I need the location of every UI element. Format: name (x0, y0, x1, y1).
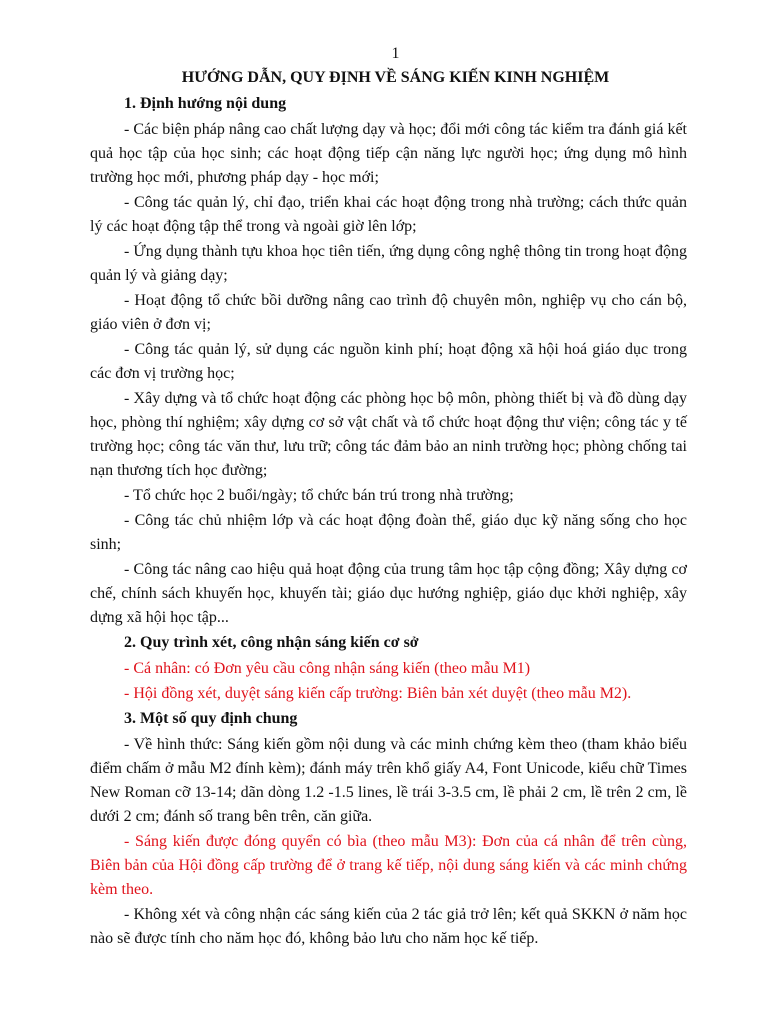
section-1-heading: 1. Định hướng nội dung (124, 95, 287, 112)
section-1-item: - Xây dựng và tổ chức hoạt động các phòng học bộ môn, phòng thiết bị và đồ dùng dạy học, phòng thí nghiệm; xây dựng cơ sở vật chất và tổ chức hoạt động thư viện; công tác y tế trường học; công tác văn thư, lưu trữ; công tác đảm bảo an ninh trường học; phòng chống tai nạn thương tích học đường; (90, 390, 687, 479)
section-1-item: - Tổ chức học 2 buổi/ngày; tổ chức bán trú trong nhà trường; (124, 487, 514, 504)
section-2-item-red: - Hội đồng xét, duyệt sáng kiến cấp trường: Biên bản xét duyệt (theo mẫu M2). (124, 685, 632, 702)
document-page (90, 44, 687, 952)
page-number: 1 (391, 45, 400, 62)
section-1-item: - Công tác quản lý, chỉ đạo, triển khai các hoạt động trong nhà trường; cách thức quản lý các hoạt động tập thể trong và ngoài giờ lên lớp; (90, 194, 687, 235)
section-1-item: - Công tác chủ nhiệm lớp và các hoạt động đoàn thể, giáo dục kỹ năng sống cho học sinh; (90, 512, 687, 553)
section-1-item: - Hoạt động tổ chức bồi dưỡng nâng cao trình độ chuyên môn, nghiệp vụ cho cán bộ, giáo viên ở đơn vị; (90, 292, 687, 333)
section-3-item: - Về hình thức: Sáng kiến gồm nội dung và các minh chứng kèm theo (tham khảo biểu điểm chấm ở mẫu M2 đính kèm); đánh máy trên khổ giấy A4, Font Unicode, kiểu chữ Times New Roman cỡ 13-14; dãn dòng 1.2 -1.5 lines, lề trái 3-3.5 cm, lề phải 2 cm, lề trên 2 cm, lề dưới 2 cm; đánh số trang bên trên, căn giữa. (90, 736, 687, 825)
section-3-item: - Không xét và công nhận các sáng kiến của 2 tác giả trở lên; kết quả SKKN ở năm học nào sẽ được tính cho năm học đó, không bảo lưu cho năm học kế tiếp. (90, 906, 687, 947)
document-title: HƯỚNG DẪN, QUY ĐỊNH VỀ SÁNG KIẾN KINH NGHIỆM (181, 69, 610, 86)
section-2-item-red: - Cá nhân: có Đơn yêu cầu công nhận sáng kiến (theo mẫu M1) (124, 660, 531, 677)
section-3-item-red: - Sáng kiến được đóng quyển có bìa (theo mẫu M3): Đơn của cá nhân để trên cùng, Biên bản của Hội đồng cấp trường để ở trang kế tiếp, nội dung sáng kiến và các minh chứng kèm theo. (90, 833, 687, 898)
section-2-heading: 2. Quy trình xét, công nhận sáng kiến cơ sở (124, 634, 419, 651)
section-1-item: - Ứng dụng thành tựu khoa học tiên tiến, ứng dụng công nghệ thông tin trong hoạt động quản lý và giảng dạy; (90, 243, 687, 284)
section-1-item: - Các biện pháp nâng cao chất lượng dạy và học; đổi mới công tác kiểm tra đánh giá kết quả học tập của học sinh; các hoạt động tiếp cận năng lực người học; ứng dụng mô hình trường học mới, phương pháp dạy - học mới; (90, 121, 687, 186)
section-3-heading: 3. Một số quy định chung (124, 710, 298, 727)
section-1-item: - Công tác quản lý, sử dụng các nguồn kinh phí; hoạt động xã hội hoá giáo dục trong các đơn vị trường học; (90, 341, 687, 382)
section-1-item: - Công tác nâng cao hiệu quả hoạt động của trung tâm học tập cộng đồng; Xây dựng cơ chế, chính sách khuyến học, khuyến tài; giáo dục hướng nghiệp, giáo dục khởi nghiệp, xây dựng xã hội học tập... (90, 561, 687, 626)
